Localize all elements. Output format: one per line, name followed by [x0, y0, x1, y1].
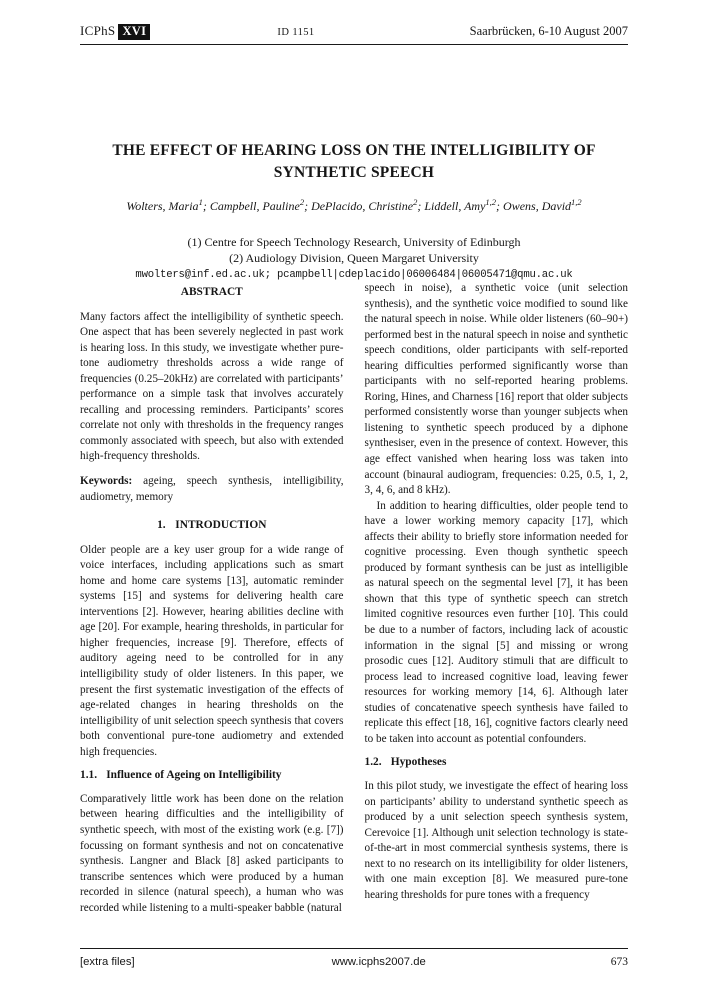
right-column-paragraph-1: speech in noise), a synthetic voice (unit selection synthesis), and the synthetic voice modified to sound like the natural speech in noise. While older listeners (60–90+) performed best in the natural speech in noise and synthetic speech conditions, older participants with self-reported hearing difficulties performed significantly worse than participants with no self-reported hearing problems. Roring, Hines, and Charness [16] report that older subjects performed consistently worse than younger subjects when listening to synthetic speech produced by a diphone synthesiser, even in the presence of context. However, this age effect vanished when hearing loss was taken into account (binaural audiogram, frequencies: 0.25, 0.5, 1, 2, 3, 4, 6, and 8 kHz).: [364, 282, 628, 497]
abstract-heading: ABSTRACT: [180, 286, 243, 298]
section-1-2-title: Hypotheses: [390, 756, 447, 769]
conference-logo-text: ICPhS: [80, 23, 116, 38]
page-footer: [80, 948, 628, 968]
section-1-title: INTRODUCTION: [175, 519, 267, 532]
paper-body: [80, 281, 628, 916]
keywords-paragraph: [80, 474, 344, 505]
front-matter: [80, 140, 628, 281]
right-column: [365, 281, 629, 916]
section-1-1-paragraph: Comparatively little work has been done on the relation between hearing difficulties and the intelligibility of synthetic speech, with most of the existing work (e.g. [7]) focussing on formant synthesis and not on concatenative synthesis. Langner and Black [8] asked participants to transcribe sentences which were produced by a human recorded in silence (natural speech), a human who was recorded while listening to a multi-speaker babble (natural: [80, 792, 344, 914]
section-1-2-heading: [365, 755, 629, 771]
section-1-2-number: 1.2.: [364, 756, 382, 769]
right-column-paragraph-2: In addition to hearing difficulties, older people tend to have a lower working memory capacity [17], which affects their ability to briefly store information needed for cognitive processing. Even though synthetic speech produced by formant synthesis can be just as intelligible as natural speech on the segmental level [7], it has been shown that this type of synthetic speech can stretch limited cognitive resources even further [10]. This could be due to a number of factors, including lack of acoustic information in the signal [5] and missing or wrong prosodic cues [12]. Auditory stimuli that are difficult to process lead to increased cognitive load, leaving fewer resources for working memory [14, 6]. Although later studies of concatenative speech synthesis have failed to replicate this effect [18, 16], cognitive factors clearly need to be taken into account as potential confounders.: [364, 499, 628, 745]
section-1-1-number: 1.1.: [80, 769, 98, 782]
section-1-2-paragraph: In this pilot study, we investigate the effect of hearing loss on participants’ ability to understand synthetic speech as produced by a unit selection speech synthesis system, Cerevoice [1]. Although unit selection technology is state-of-the-art in most commercial synthesis systems, there is next to no research on its intelligibility for older listeners, with one main exception [8]. We measured pure-tone hearing thresholds for pure tones with a frequency: [364, 779, 628, 901]
authors-line: Wolters, Maria$^1$; Campbell, Pauline$^2$; DePlacido, Christine$^2$; Liddell, Amy$^{1,2}$; Owens, David$^{1,2}$: [126, 197, 582, 213]
section-1-number: 1.: [157, 519, 166, 532]
footer-website: www.icphs2007.de: [331, 956, 426, 968]
author-superscript: 2: [299, 197, 305, 207]
author-emails: mwolters@inf.ed.ac.uk; pcampbell|cdeplacido|06006484|06005471@qmu.ac.uk: [135, 269, 573, 281]
keywords-text: ageing, speech synthesis, intelligibility, audiometry, memory: [80, 475, 344, 503]
author-name: Campbell, Pauline: [209, 199, 300, 213]
footer-extra-files: [extra files]: [80, 956, 135, 968]
affiliation-1: (1) Centre for Speech Technology Research, University of Edinburgh: [187, 235, 521, 249]
author-superscript: 1,2: [571, 197, 582, 207]
author-superscript: 1,2: [485, 197, 497, 207]
left-column: [80, 281, 344, 916]
page-number: 673: [610, 956, 628, 968]
section-1-1-heading: [80, 768, 344, 784]
conference-logo-badge: XVI: [118, 24, 150, 40]
page-header: [80, 23, 628, 45]
affiliation-2: (2) Audiology Division, Queen Margaret University: [229, 251, 479, 265]
author-superscript: 2: [413, 197, 418, 207]
conference-location-date: Saarbrücken, 6-10 August 2007: [469, 24, 628, 38]
introduction-paragraph: Older people are a key user group for a wide range of voice interfaces, including applications such as smart home and home care systems [13], automatic reminder systems [15] and systems for delivering health care interventions [2]. However, hearing abilities decline with age [20]. For example, hearing thresholds, in particular for higher frequencies, increase [9]. Therefore, effects of auditory ageing need to be controlled for in any intelligibility study of older listeners. In this paper, we present the first systematic investigation of the effects of age-related changes in hearing thresholds on the intelligibility of unit selection speech synthesis that covers both conventional pure-tone audiometry and extended high frequencies.: [80, 543, 344, 758]
author-name: Liddell, Amy: [424, 199, 486, 213]
section-1-heading: [80, 518, 344, 534]
author-name: Owens, David: [503, 199, 572, 213]
author-name: Wolters, Maria: [126, 199, 199, 213]
keywords-label: Keywords:: [80, 475, 133, 488]
paper-id: ID 1151: [277, 27, 315, 38]
paper-title: THE EFFECT OF HEARING LOSS ON THE INTELLIGIBILITY OF SYNTHETIC SPEECH: [112, 142, 596, 181]
section-1-1-title: Influence of Ageing on Intelligibility: [106, 769, 282, 782]
author-superscript: 1: [198, 197, 203, 207]
author-name: DePlacido, Christine: [311, 199, 414, 213]
conference-logo: [80, 23, 150, 40]
abstract-paragraph: Many factors affect the intelligibility of synthetic speech. One aspect that has been severely neglected in past work is hearing loss. In this study, we investigate whether pure-tone audiometry thresholds across a wide range of frequencies (0.25–20kHz) are correlated with participants’ performance on a simple task that involves accurately recalling and processing reminders. Participants’ scores correlate not only with thresholds in the frequency ranges commonly associated with speech, but also with extended high-frequency thresholds.: [80, 310, 344, 463]
